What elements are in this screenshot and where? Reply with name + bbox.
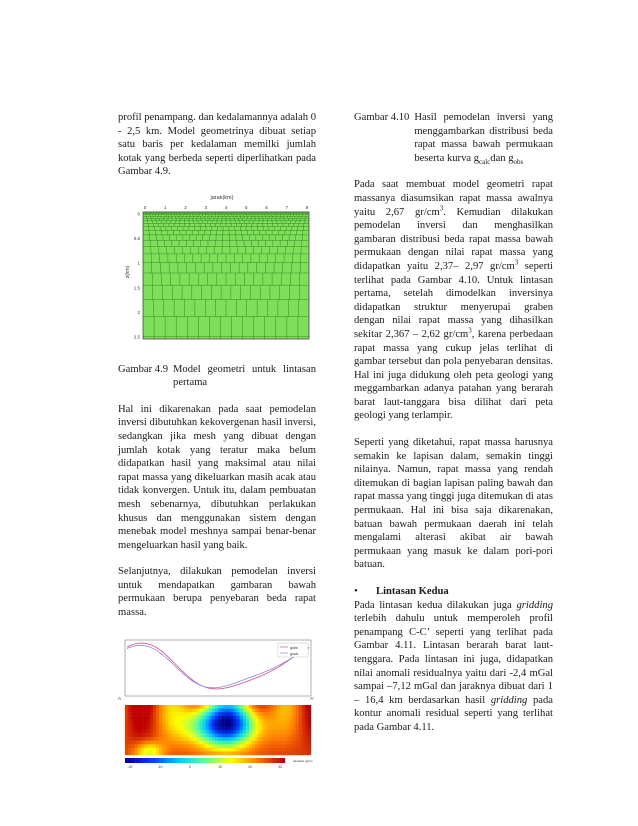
legend-gcalc-label: gcalc xyxy=(290,651,299,656)
y-tick-label: 2.5 xyxy=(133,334,140,340)
figure1-caption-text: Model geometri untuk lintasan pertama xyxy=(173,363,316,389)
density-section xyxy=(125,705,311,755)
heading-text: Lintasan Kedua xyxy=(376,586,449,597)
colorbar-tick-label: -20 xyxy=(127,764,133,769)
section-heading xyxy=(354,585,553,599)
colorbar-tick-label: -10 xyxy=(157,764,163,769)
rp1-d: , karena perbedaan rapat massa yang cukup jelas terlihat di gambar tersebut dan pola penyebaran densitas. Hal ini juga didukung oleh peta geologi yang meggambarkan adanya patahan yang berarah barat laut-tanggara bisa dilihat dari peta geologi yang terlampir. xyxy=(354,328,554,422)
profile-start-label: A xyxy=(118,695,122,701)
x-tick-label: 0 xyxy=(143,204,147,210)
x-tick-label: 3 xyxy=(204,204,208,210)
left-paragraph-3: Selanjutnya, dilakukan pemodelan inversi untuk mendapatkan gambaran bawah permukaan berupa penyebaran beda rapat massa. xyxy=(118,566,316,619)
figure1-caption xyxy=(118,363,316,390)
x-tick-label: 8 xyxy=(305,204,309,210)
rp1-a: Pada saat membuat model geometri rapat massanya diasumsikan rapat massa awalnya yaitu 2,67 gr/cm xyxy=(354,179,553,218)
legend-gobs-label: gobs xyxy=(290,645,298,650)
rp3-b: terlebih dahulu untuk memperoleh profil penampang C-C’ seperti yang terlihat pada Gambar 4.11. Lintasan berarah barat laut-tenggara. Pada lintasan ini juga, didapatkan nilai anomali residualnya yaitu dari -2,4 mGal sampai –7,12 mGal dan jaraknya dibuat dari 1 – 16,4 km berdasarkan hasil xyxy=(354,613,553,706)
density-colorbar xyxy=(125,758,285,763)
left-column xyxy=(118,111,316,776)
rp3-a: Pada lintasan kedua dilakukan juga xyxy=(354,599,517,611)
figure1-caption-label: Gambar 4.9 xyxy=(118,363,169,375)
caption2-text-b: dan g xyxy=(490,152,514,164)
colorbar-tick-label: 10 xyxy=(218,764,222,769)
colorbar-tick-label: 30 xyxy=(278,764,282,769)
rp1-b: . Kemudian dilakukan pemodelan inversi dan menghasilkan gambaran distribusi beda rapat massa bawah permukaan dengan nilai rapat massa yang didapatkan yaitu 2,37– 2,97 gr/cm xyxy=(354,206,553,272)
right-paragraph-2: Seperti yang diketahui, rapat massa harusnya semakin ke lapisan dalam, semakin tinggi nilainya. Namun, rapat massa yang rendah ditemukan di bagian lapisan paling bawah dan rapat massa yang tinggi juga ditemukan di atas permukaan. Hal ini bisa saja dikarenakan, batuan bawah permukaan daerah ini telah mengalami alterasi akibat air bawah permukaan yang masuk ke dalam pori-pori batuan. xyxy=(354,437,553,571)
figure1-title: jarak(km) xyxy=(210,194,234,201)
x-tick-label: 1 xyxy=(163,204,167,210)
right-paragraph-1 xyxy=(354,178,553,423)
rp1-c: seperti terlihat pada Gambar 4.10. Untuk lintasan pertama, setelah dimodelkan inversinya didapatkan struktur menyerupai graben dengan nilai rapat massa yang dihasilkan sekitar 2,367 – 2,62 gr/cm xyxy=(354,260,554,340)
inversion-result-figure xyxy=(118,637,316,772)
colorbar-tick-label: 20 xyxy=(248,764,252,769)
x-tick-label: 6 xyxy=(265,204,268,210)
x-tick-label: 5 xyxy=(244,204,248,210)
left-paragraph-2: Hal ini dikarenakan pada saat pemodelan inversi dibutuhkan kekovergenan hasil inversi, sedangkan jika mesh yang dibuat dengan jumlah kotak yang teratur maka belum didapatkan hasil yang maksimal atau nilai rapat massa yang dikeluarkan masih acak atau tidak konvergen. Untuk itu, dalam pembuatan mesh sebenarnya, dibutuhkan perlakukan khusus dan menggunakan sistem dengan menebak model meshnya sampai benar-benar mengeluarkan hasil yang baik. xyxy=(118,403,316,551)
caption2-text-a: Hasil pemodelan inversi yang menggambarkan distribusi beda rapat massa bawah permukaan beserta kurva g xyxy=(414,112,553,164)
profile-end-label: A' xyxy=(310,695,314,701)
left-paragraph-1: profil penampang. dan kedalamannya adalah 0 - 2,5 km. Model geometrinya dibuat setiap satu baris per kedalaman memilki jumlah kotak yang berbeda seperti diperlihatkan pada Gambar 4.9. xyxy=(118,112,316,178)
x-tick-label: 2 xyxy=(184,204,187,210)
y-tick-label: 0.5 xyxy=(133,236,140,242)
mesh-model-figure xyxy=(118,192,316,345)
y-tick-label: 1.5 xyxy=(133,285,140,291)
right-column xyxy=(354,111,553,748)
y-tick-label: 2 xyxy=(137,309,140,315)
colorbar-label: densitas (g/cc) xyxy=(293,758,313,763)
caption2-sub-calc: calc xyxy=(479,157,491,166)
y-tick-label: 0 xyxy=(137,211,140,217)
rp1-sup3: 3 xyxy=(468,326,472,335)
figure2-caption xyxy=(354,111,553,165)
heading-bullet: • xyxy=(354,586,358,597)
y-tick-label: 1 xyxy=(137,260,140,266)
rp1-sup1: 3 xyxy=(439,204,444,213)
colorbar-tick-label: 0 xyxy=(189,764,191,769)
right-paragraph-3 xyxy=(354,599,553,735)
x-tick-label: 7 xyxy=(285,204,289,210)
rp1-sup2: 3 xyxy=(514,258,519,267)
caption2-sub-obs: obs xyxy=(513,157,524,166)
rp3-c: pada kontur anomali residual seperti yang terlihat pada Gambar 4.11. xyxy=(354,694,553,733)
figure2-caption-text xyxy=(414,111,553,165)
figure2-caption-label: Gambar 4.10 xyxy=(354,112,410,123)
x-tick-label: 4 xyxy=(224,204,228,210)
rp3-italic-2: gridding xyxy=(490,694,528,706)
rp3-italic-1: gridding xyxy=(516,599,553,611)
figure1-ylabel: z(km) xyxy=(125,265,131,279)
